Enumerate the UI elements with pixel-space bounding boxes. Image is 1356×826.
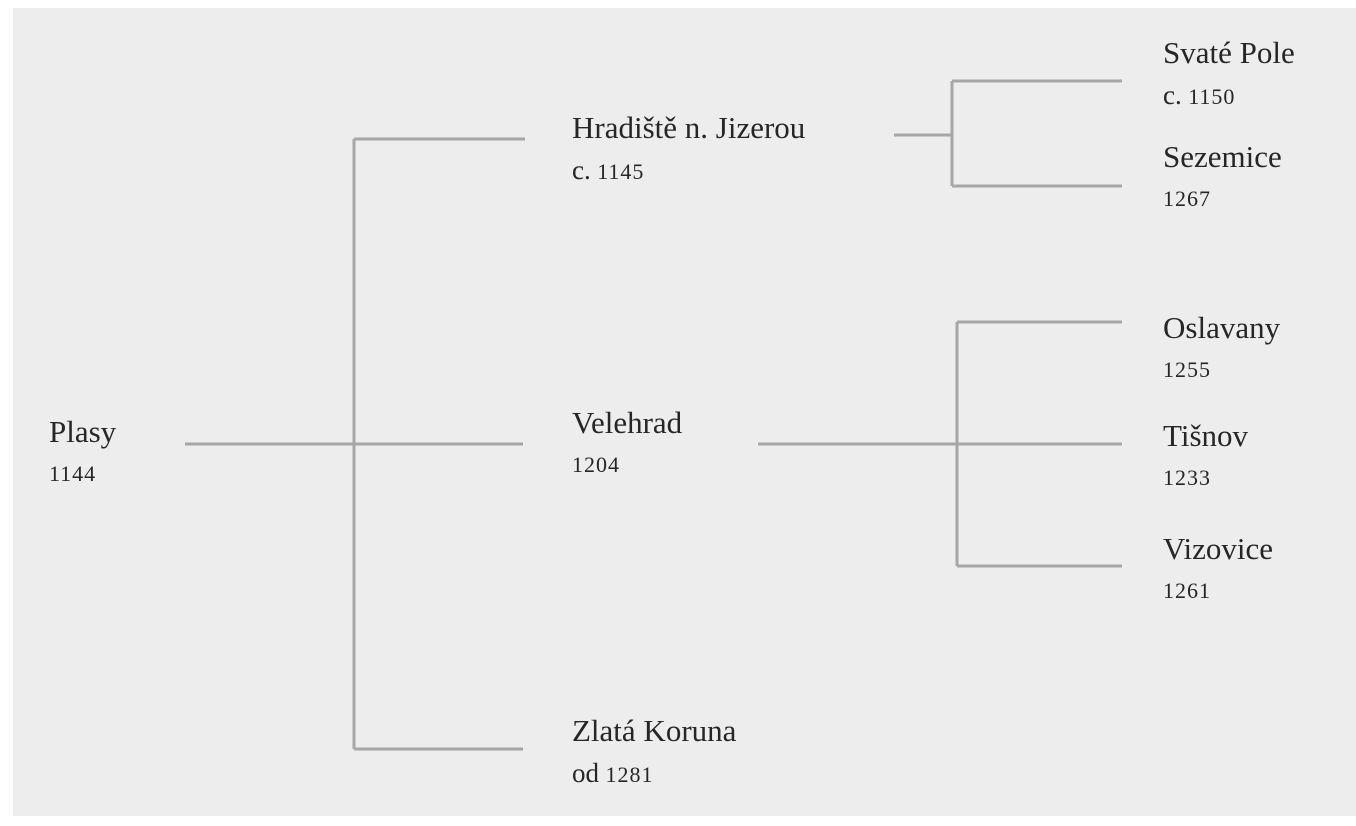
node-name: Tišnov — [1163, 418, 1249, 453]
node-name: Plasy — [49, 414, 117, 449]
node-velehrad — [572, 405, 682, 479]
node-svate-pole — [1163, 35, 1295, 111]
node-date: 1261 — [1163, 578, 1211, 603]
node-name: Oslavany — [1163, 310, 1281, 345]
node-name: Vizovice — [1163, 531, 1274, 566]
node-date: 1204 — [572, 452, 620, 477]
node-vizovice — [1163, 531, 1273, 605]
node-date: c. 1150 — [1163, 80, 1236, 110]
node-date: 1233 — [1163, 465, 1211, 490]
node-name: Zlatá Koruna — [572, 713, 737, 748]
node-name: Velehrad — [572, 405, 683, 440]
node-plasy — [49, 414, 116, 488]
node-tisnov — [1163, 418, 1248, 492]
node-date: 1255 — [1163, 357, 1211, 382]
node-hradiste — [572, 110, 805, 186]
node-date: od 1281 — [572, 758, 654, 788]
node-date: c. 1145 — [572, 155, 645, 185]
node-name: Svaté Pole — [1163, 35, 1295, 70]
node-name: Hradiště n. Jizerou — [572, 110, 806, 145]
node-sezemice — [1163, 139, 1282, 213]
node-date: 1144 — [49, 461, 97, 486]
node-oslavany — [1163, 310, 1280, 384]
node-zlata-koruna — [572, 713, 736, 789]
node-name: Sezemice — [1163, 139, 1282, 174]
node-date: 1267 — [1163, 186, 1211, 211]
